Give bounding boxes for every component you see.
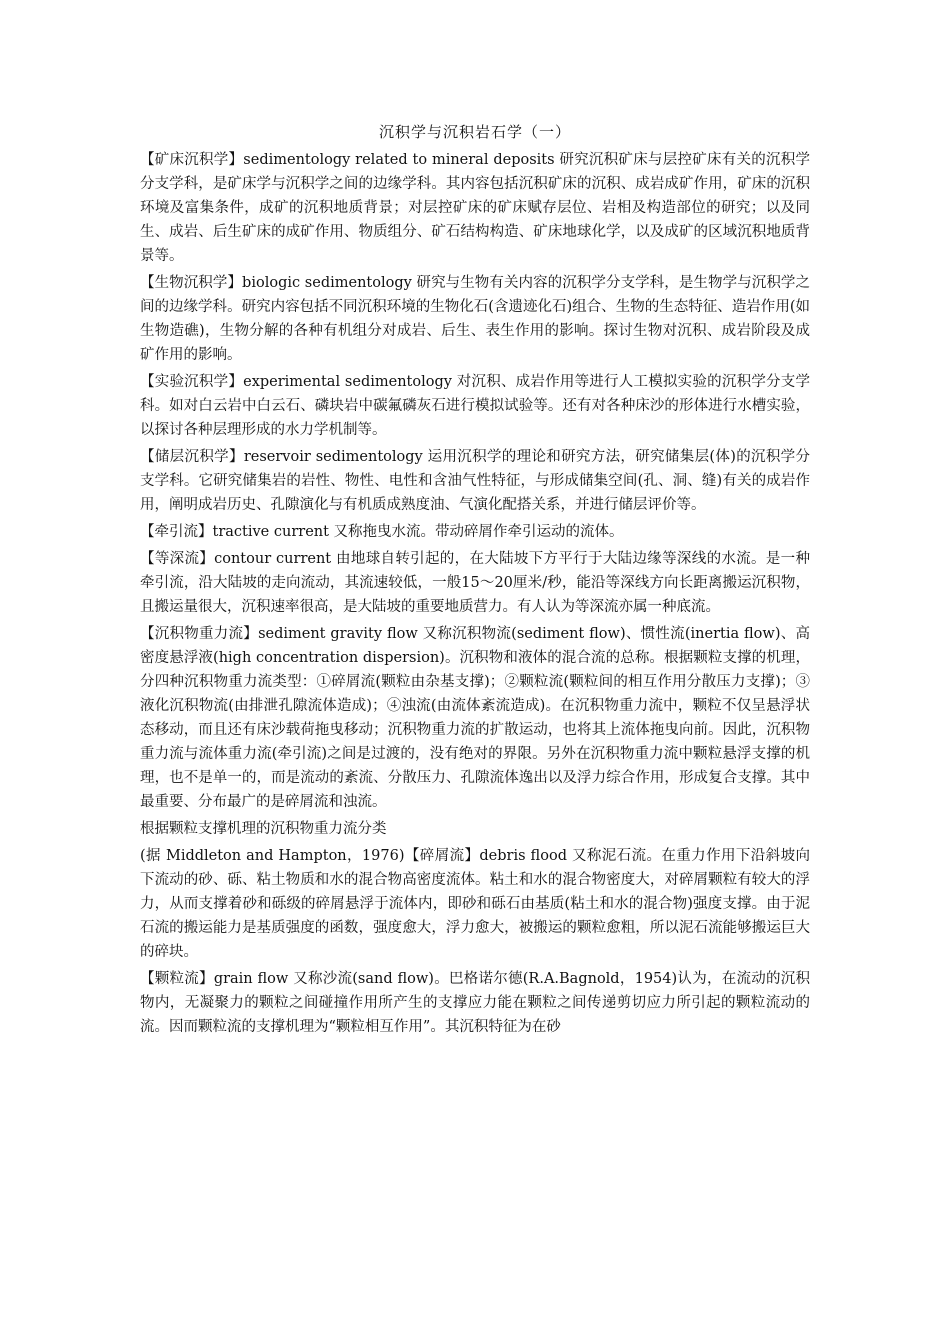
document-title: 沉积学与沉积岩石学（一）	[378, 123, 571, 141]
entry-experimental-sedimentology	[140, 370, 810, 442]
entry-term: 【沉积物重力流】	[140, 626, 259, 642]
entry-term: 【颗粒流】	[140, 971, 214, 987]
entry-text: reservoir sedimentology 运用沉积学的理论和研究方法，研究储集层(体)的沉积学分支学科。它研究储集岩的岩性、物性、电性和含油气性特征，与形成储集空间(孔、洞、缝)有关的成岩作用，阐明成岩历史、孔隙演化与有机质成熟度油、气演化配搭关系，并进行储层评价等。	[140, 449, 811, 513]
entry-text: sedimentology related to mineral deposits 研究沉积矿床与层控矿床有关的沉积学分支学科，是矿床学与沉积学之间的边缘学科。其内容包括沉积矿床的沉积、成岩成矿作用，矿床的沉积环境及富集条件，成矿的沉积地质背景；对层控矿床的矿床赋存层位、岩相及构造部位的研究；以及同生、成岩、后生矿床的成矿作用、物质组分、矿石结构构造、矿床地球化学，以及成矿的区域沉积地质背景等。	[140, 152, 810, 264]
entry-text: tractive current 又称拖曳水流。带动碎屑作牵引运动的流体。	[212, 524, 624, 540]
entry-contour-current	[140, 547, 810, 619]
entry-text: (据 Middleton and Hampton，1976)【碎屑流】debris flood 又称泥石流。在重力作用下沿斜坡向下流动的砂、砾、粘土物质和水的混合物高密度流体。粘土和水的混合物密度大，对碎屑颗粒有较大的浮力，从而支撑着砂和砾级的碎屑悬浮于流体内，即砂和砾石由基质(粘土和水的混合物)强度支撑。由于泥石流的搬运能力是基质强度的函数，强度愈大，浮力愈大，被搬运的颗粒愈粗，所以泥石流能够搬运巨大的碎块。	[140, 848, 810, 960]
entry-term: 【储层沉积学】	[140, 449, 244, 465]
entry-tractive-current	[140, 520, 810, 544]
entry-text: contour current 由地球自转引起的，在大陆坡下方平行于大陆边缘等深线的水流。是一种牵引流，沿大陆坡的走向流动，其流速较低，一般15～20厘米/秒，能沿等深线方向长距离搬运沉积物，且搬运量很大，沉积速率很高，是大陆坡的重要地质营力。有人认为等深流亦属一种底流。	[140, 551, 810, 615]
entry-mineral-deposit-sedimentology	[140, 148, 810, 268]
entry-sediment-gravity-flow	[140, 622, 810, 814]
entry-term: 【等深流】	[140, 551, 215, 567]
entry-term: 【牵引流】	[140, 524, 213, 540]
entry-grain-flow	[140, 967, 810, 1039]
entry-debris-flow	[140, 844, 810, 964]
entry-term: 【矿床沉积学】	[140, 152, 244, 168]
document-page	[140, 120, 810, 1042]
entry-text: sediment gravity flow 又称沉积物流(sediment flow)、惯性流(inertia flow)、高密度悬浮液(high concentration dispersion)。沉积物和液体的混合流的总称。根据颗粒支撑的机理，分四种沉积物重力流类型：①碎屑流(颗粒由杂基支撑)；②颗粒流(颗粒间的相互作用分散压力支撑)；③液化沉积物流(由排泄孔隙流体造成)；④浊流(由流体紊流造成)。在沉积物重力流中，颗粒不仅呈悬浮状态移动，而且还有床沙载荷拖曳移动；沉积物重力流的扩散运动，也将其上流体拖曳向前。因此，沉积物重力流与流体重力流(牵引流)之间是过渡的，没有绝对的界限。另外在沉积物重力流中颗粒悬浮支撑的机理，也不是单一的，而是流动的紊流、分散压力、孔隙流体逸出以及浮力综合作用，形成复合支撑。其中最重要、分布最广的是碎屑流和浊流。	[140, 626, 810, 810]
entry-classification-heading	[140, 817, 810, 841]
entry-biologic-sedimentology	[140, 271, 810, 367]
entry-reservoir-sedimentology	[140, 445, 810, 517]
entry-term: 【生物沉积学】	[140, 275, 243, 291]
entry-text: experimental sedimentology 对沉积、成岩作用等进行人工模拟实验的沉积学分支学科。如对白云岩中白云石、磷块岩中碳氟磷灰石进行模拟试验等。还有对各种床沙的形体进行水槽实验，以探讨各种层理形成的水力学机制等。	[140, 374, 811, 438]
entry-text: grain flow 又称沙流(sand flow)。巴格诺尔德(R.A.Bagnold，1954)认为，在流动的沉积物内，无凝聚力的颗粒之间碰撞作用所产生的支撑应力能在颗粒之间传递剪切应力所引起的颗粒流动的流。因而颗粒流的支撑机理为“颗粒相互作用”。其沉积特征为在砂	[140, 971, 811, 1035]
entry-text: biologic sedimentology 研究与生物有关内容的沉积学分支学科，是生物学与沉积学之间的边缘学科。研究内容包括不同沉积环境的生物化石(含遗迹化石)组合、生物的生态特征、造岩作用(如生物造礁)，生物分解的各种有机组分对成岩、后生、表生作用的影响。探讨生物对沉积、成岩阶段及成矿作用的影响。	[140, 275, 811, 363]
entry-term: 【实验沉积学】	[140, 374, 244, 390]
entry-text: 根据颗粒支撑机理的沉积物重力流分类	[140, 821, 387, 837]
